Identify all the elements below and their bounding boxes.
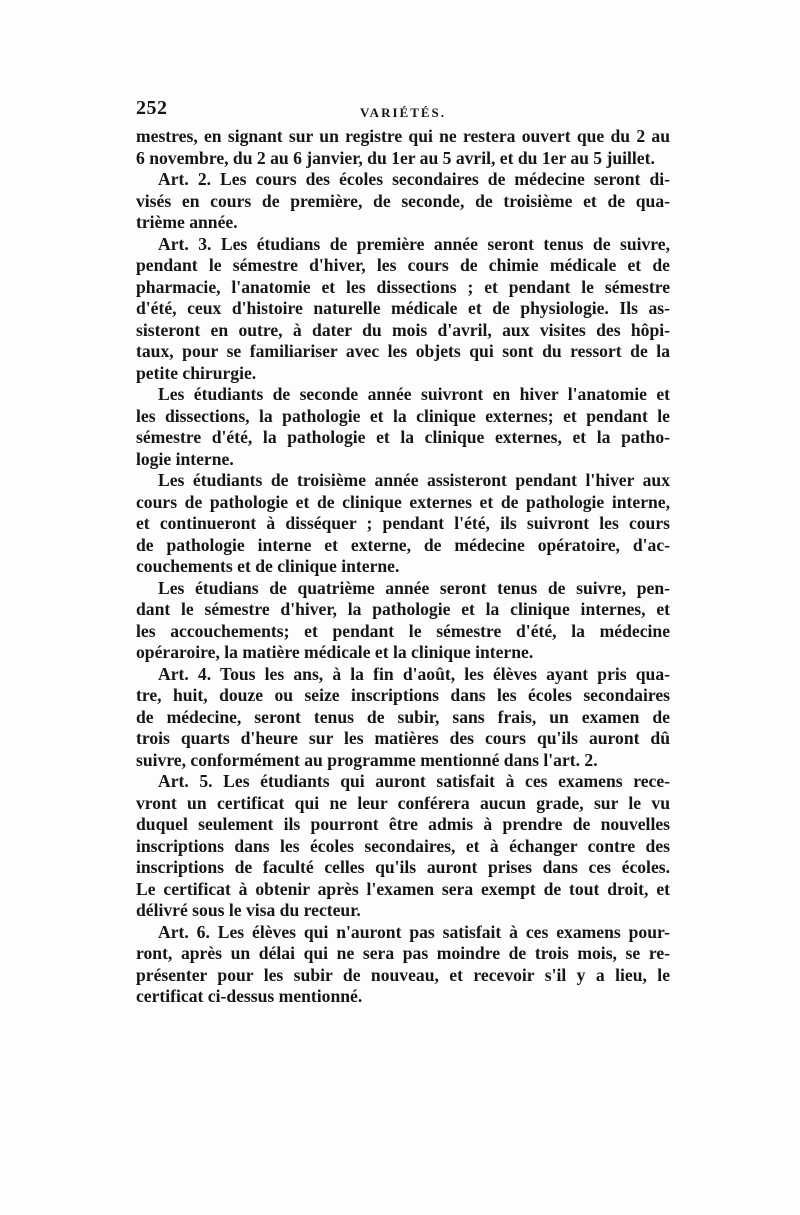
text-line: dant le sémestre d'hiver, la pathologie et la clinique internes, et: [136, 599, 670, 619]
text-line: trois quarts d'heure sur les matières des cours qu'ils auront dû: [136, 728, 670, 748]
text-line: présenter pour les subir de nouveau, et recevoir s'il y a lieu, le: [136, 964, 670, 985]
text-line: et continueront à disséquer ; pendant l'été, ils suivront les cours: [136, 513, 670, 533]
text-line: Art. 5. Les étudiants qui auront satisfait à ces examens rece-: [158, 771, 670, 791]
text-line: d'été, ceux d'histoire naturelle médicale et de physiologie. Ils as-: [136, 298, 670, 318]
page-header: [136, 98, 670, 126]
text-line: logie interne.: [136, 448, 234, 469]
text-line: 6 novembre, du 2 au 6 janvier, du 1er au 5 avril, et du 1er au 5 juillet.: [136, 147, 655, 168]
text-line: opéraroire, la matière médicale et la clinique interne.: [136, 642, 534, 662]
text-line: taux, pour se familiariser avec les objets qui sont du ressort de la: [136, 341, 670, 361]
text-line: couchements et de clinique interne.: [136, 556, 400, 576]
text-line: de pathologie interne et externe, de médecine opératoire, d'ac-: [136, 534, 670, 555]
text-line: Art. 3. Les étudians de première année seront tenus de suivre,: [158, 233, 670, 254]
running-head: VARIÉTÉS.: [359, 105, 447, 120]
text-line: Art. 2. Les cours des écoles secondaires de médecine seront di-: [158, 169, 670, 189]
text-line: sémestre d'été, la pathologie et la clinique externes, et la patho-: [136, 427, 670, 447]
text-line: Les étudiants de seconde année suivront en hiver l'anatomie et: [158, 384, 670, 404]
text-line: trième année.: [136, 212, 238, 232]
text-line: de médecine, seront tenus de subir, sans frais, un examen de: [136, 706, 670, 727]
text-line: Les étudiants de troisième année assisteront pendant l'hiver aux: [158, 470, 670, 490]
text-line: inscriptions dans les écoles secondaires, et à échanger contre des: [136, 835, 670, 856]
text-line: Art. 4. Tous les ans, à la fin d'août, les élèves ayant pris qua-: [158, 663, 670, 684]
text-line: mestres, en signant sur un registre qui ne restera ouvert que du 2 au: [136, 126, 670, 146]
text-line: pharmacie, l'anatomie et les dissections ; et pendant le sémestre: [136, 276, 670, 297]
text-line: Le certificat à obtenir après l'examen sera exempt de tout droit, et: [136, 878, 670, 899]
text-line: pendant le sémestre d'hiver, les cours de chimie médicale et de: [136, 255, 670, 275]
text-line: Art. 6. Les élèves qui n'auront pas satisfait à ces examens pour-: [158, 921, 670, 942]
text-line: sisteront en outre, à dater du mois d'avril, aux visites des hôpi-: [136, 319, 670, 340]
text-line: tre, huit, douze ou seize inscriptions dans les écoles secondaires: [136, 685, 670, 705]
text-line: vront un certificat qui ne leur conférera aucun grade, sur le vu: [136, 792, 670, 813]
text-line: les dissections, la pathologie et la clinique externes; et pendant le: [136, 405, 670, 426]
text-line: visés en cours de première, de seconde, de troisième et de qua-: [136, 190, 670, 211]
page-number: 252: [136, 97, 168, 119]
page-text: [136, 98, 670, 1008]
text-line: inscriptions de faculté celles qu'ils auront prises dans ces écoles.: [136, 857, 670, 877]
text-line: cours de pathologie et de clinique externes et de pathologie interne,: [136, 491, 670, 512]
text-line: suivre, conformément au programme mentionné dans l'art. 2.: [136, 749, 598, 770]
text-line: petite chirurgie.: [136, 362, 257, 383]
text-line: certificat ci-dessus mentionné.: [136, 986, 363, 1006]
text-line: les accouchements; et pendant le sémestre d'été, la médecine: [136, 620, 670, 641]
text-line: duquel seulement ils pourront être admis à prendre de nouvelles: [136, 814, 670, 834]
text-line: ront, après un délai qui ne sera pas moindre de trois mois, se re-: [136, 943, 670, 963]
body-text: [136, 126, 670, 1008]
text-line: Les étudians de quatrième année seront tenus de suivre, pen-: [158, 577, 670, 598]
text-line: délivré sous le visa du recteur.: [136, 900, 361, 920]
